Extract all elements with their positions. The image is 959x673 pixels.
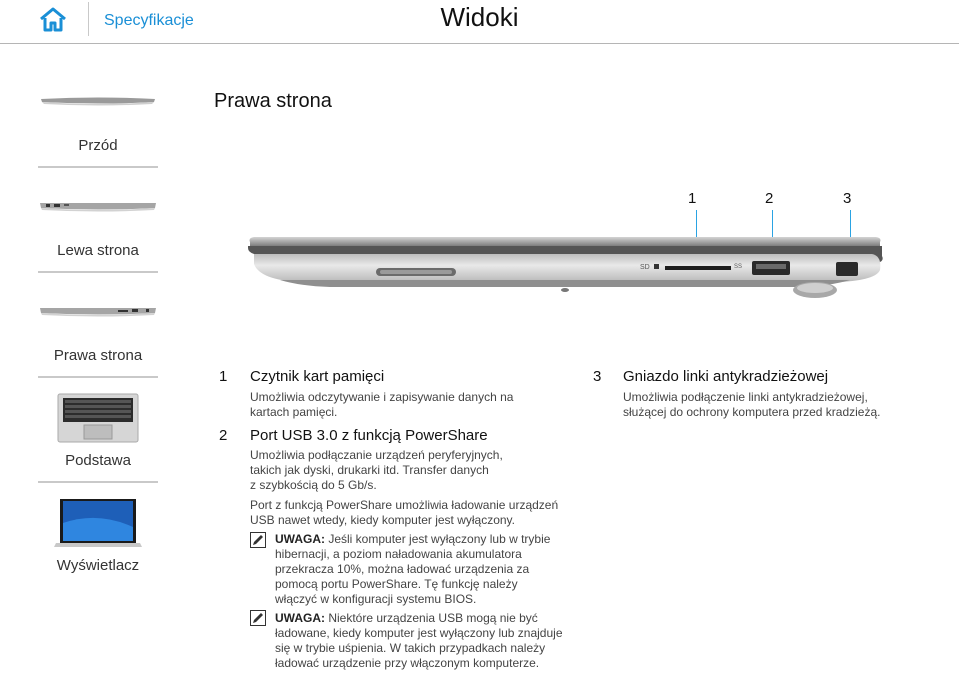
display-view-thumbnail[interactable] — [38, 497, 158, 549]
sidebar-divider — [38, 376, 158, 378]
sidebar-item-front[interactable]: Przód — [78, 137, 118, 154]
breadcrumb-specyfikacje[interactable]: Specyfikacje — [104, 12, 194, 29]
feature-number: 1 — [219, 368, 228, 385]
sidebar-divider — [38, 481, 158, 483]
sidebar-divider — [38, 166, 158, 168]
note-pencil-icon — [250, 610, 266, 626]
sidebar-divider — [38, 271, 158, 273]
header-underline — [0, 43, 959, 44]
left-view-thumbnail[interactable] — [38, 199, 158, 215]
page-title: Widoki — [440, 2, 519, 32]
feature-title-usb: Port USB 3.0 z funkcją PowerShare — [250, 427, 488, 444]
laptop-right-side-image — [240, 232, 886, 304]
section-title: Prawa strona — [214, 90, 332, 112]
feature-desc-lock-slot: Umożliwia podłączenie linki antykradzieżowej, służącej do ochrony komputera przed kradzieżą. — [623, 390, 881, 419]
sidebar-item-base[interactable]: Podstawa — [65, 452, 131, 469]
feature-desc-card-reader: Umożliwia odczytywanie i zapisywanie danych na kartach pamięci. — [250, 390, 514, 419]
feature-desc-powershare: Port z funkcją PowerShare umożliwia ładowanie urządzeń USB nawet wtedy, kiedy komputer jest wyłączony. — [250, 498, 559, 527]
sidebar-item-right[interactable]: Prawa strona — [53, 347, 143, 364]
callout-number: 3 — [843, 190, 852, 207]
front-view-thumbnail[interactable] — [38, 94, 158, 110]
sidebar-item-left[interactable]: Lewa strona — [57, 242, 139, 259]
header-bar — [0, 0, 959, 44]
note-usb-sleep: UWAGA: Niektóre urządzenia USB mogą nie być ładowane, kiedy komputer jest wyłączony lub znajduje się w trybie uśpienia. W takich przypadkach należy ładować urządzenie przy włączonym komputerze. — [275, 611, 563, 670]
sidebar-item-display[interactable]: Wyświetlacz — [56, 557, 140, 574]
feature-title-card-reader: Czytnik kart pamięci — [250, 368, 385, 385]
usb-port-label: SS — [734, 264, 743, 270]
sd-port-label: SD — [640, 264, 650, 271]
base-view-thumbnail[interactable] — [38, 392, 158, 444]
feature-desc-usb: Umożliwia podłączanie urządzeń peryferyjnych, takich jak dyski, drukarki itd. Transfer danych z szybkością do 5 Gb/s. — [250, 448, 503, 492]
note-pencil-icon — [250, 532, 266, 548]
right-view-thumbnail[interactable] — [38, 304, 158, 320]
feature-number: 2 — [219, 427, 228, 444]
note-powershare-bios: UWAGA: Jeśli komputer jest wyłączony lub w trybie hibernacji, a poziom naładowania akumulatora przekracza 10%, można ładować urządzenia za pomocą portu PowerShare. Tę funkcję należy włączyć w konfiguracji systemu BIOS. — [275, 532, 551, 606]
feature-number: 3 — [593, 368, 602, 385]
feature-title-lock-slot: Gniazdo linki antykradzieżowej — [623, 368, 829, 385]
callout-number: 2 — [765, 190, 774, 207]
callout-number: 1 — [688, 190, 697, 207]
